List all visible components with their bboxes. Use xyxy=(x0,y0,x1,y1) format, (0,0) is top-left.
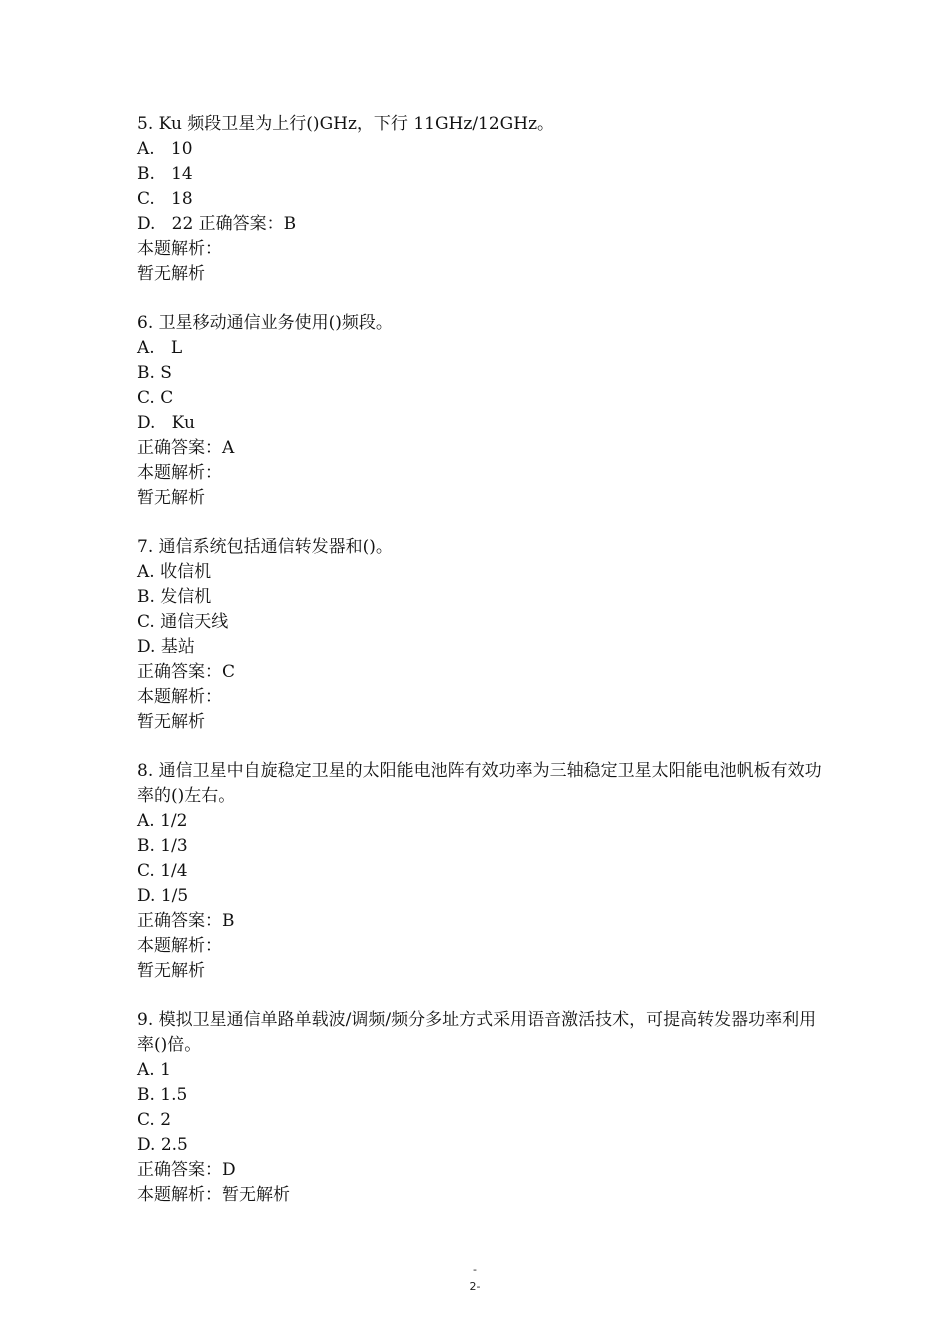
analysis-text: 暂无解析 xyxy=(137,488,205,508)
option-c: C. 18 xyxy=(137,189,193,209)
correct-answer: 正确答案：D xyxy=(137,1160,236,1180)
option-a: A. 1 xyxy=(137,1060,171,1080)
analysis-text: 暂无解析 xyxy=(137,264,205,284)
correct-answer: 正确答案：C xyxy=(137,662,236,682)
correct-answer: 正确答案：A xyxy=(137,438,235,458)
question-stem: 9. 模拟卫星通信单路单载波/调频/频分多址方式采用语音激活技术，可提高转发器功率利用率()倍。 xyxy=(137,1010,817,1055)
analysis-label: 本题解析： xyxy=(137,239,222,259)
option-a: A. 1/2 xyxy=(137,811,188,831)
page-number: 2- xyxy=(469,1280,481,1293)
option-a: A. 收信机 xyxy=(137,562,212,582)
option-b: B. 1/3 xyxy=(137,836,188,856)
option-d: D. 2.5 xyxy=(137,1135,188,1155)
option-c: C. C xyxy=(137,388,174,408)
question-8 xyxy=(137,759,827,984)
analysis-text: 暂无解析 xyxy=(137,712,205,732)
question-5 xyxy=(137,112,827,287)
option-d: D. Ku xyxy=(137,413,195,433)
option-a: A. 10 xyxy=(137,139,193,159)
option-c: C. 通信天线 xyxy=(137,612,229,632)
option-b: B. 1.5 xyxy=(137,1085,188,1105)
question-7 xyxy=(137,535,827,735)
question-stem: 7. 通信系统包括通信转发器和()。 xyxy=(137,537,393,557)
analysis: 本题解析：暂无解析 xyxy=(137,1185,290,1205)
question-list xyxy=(137,112,827,1232)
analysis-label: 本题解析： xyxy=(137,463,222,483)
question-stem: 8. 通信卫星中自旋稳定卫星的太阳能电池阵有效功率为三轴稳定卫星太阳能电池帆板有效功率的()左右。 xyxy=(137,761,822,806)
correct-answer: 正确答案：B xyxy=(137,911,235,931)
analysis-label: 本题解析： xyxy=(137,687,222,707)
option-a: A. L xyxy=(137,338,183,358)
option-c: C. 2 xyxy=(137,1110,172,1130)
option-c: C. 1/4 xyxy=(137,861,188,881)
option-d-with-answer: D. 22 正确答案：B xyxy=(137,214,297,234)
option-d: D. 基站 xyxy=(137,637,195,657)
option-b: B. S xyxy=(137,363,172,383)
question-stem: 5. Ku 频段卫星为上行()GHz，下行 11GHz/12GHz。 xyxy=(137,114,555,134)
question-stem: 6. 卫星移动通信业务使用()频段。 xyxy=(137,313,393,333)
analysis-label: 本题解析： xyxy=(137,936,222,956)
option-b: B. 发信机 xyxy=(137,587,212,607)
option-d: D. 1/5 xyxy=(137,886,189,906)
question-9 xyxy=(137,1008,827,1208)
footer-dash: - xyxy=(473,1263,477,1276)
question-6 xyxy=(137,311,827,511)
option-b: B. 14 xyxy=(137,164,193,184)
analysis-text: 暂无解析 xyxy=(137,961,205,981)
